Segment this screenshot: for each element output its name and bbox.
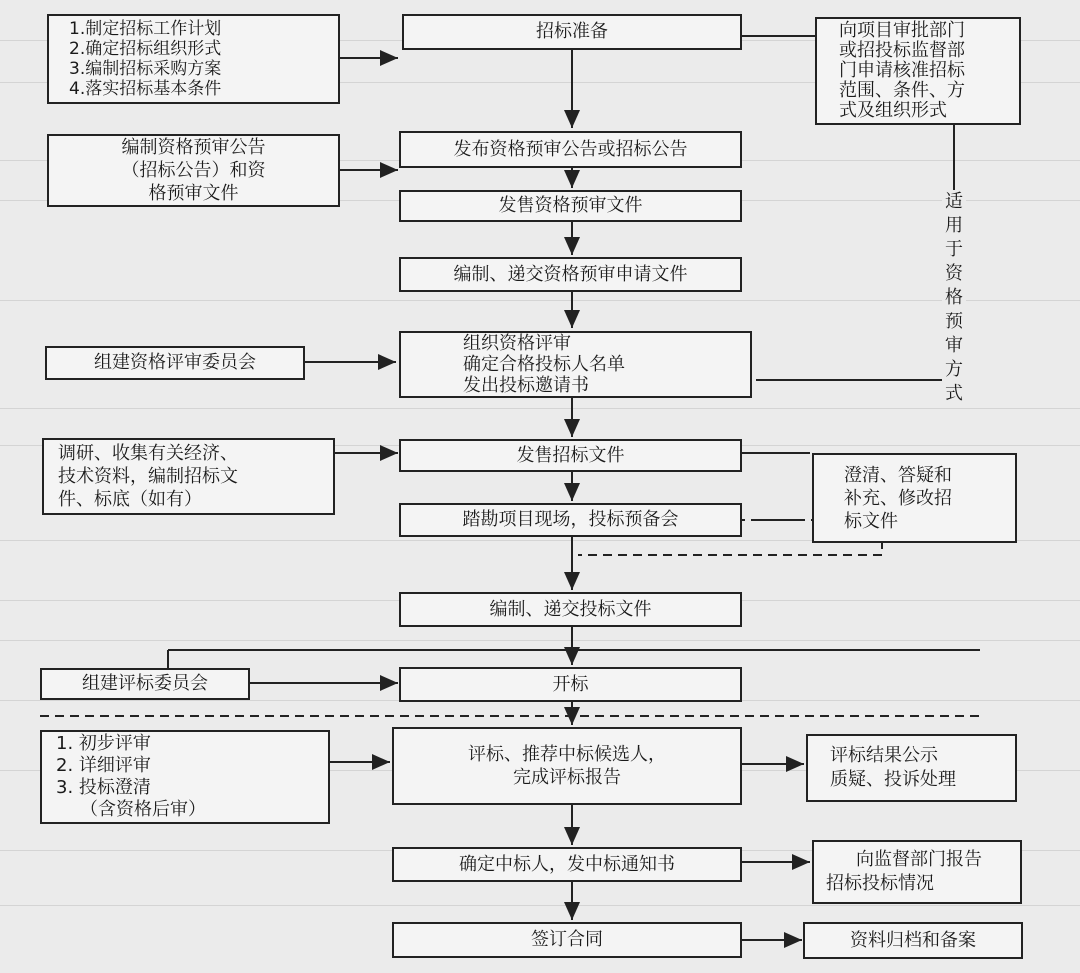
step-prep-label: 招标准备 — [536, 21, 608, 42]
step-sell-tender-label: 发售招标文件 — [516, 444, 625, 466]
step-contract — [392, 922, 742, 958]
eval-committee-box — [40, 668, 250, 700]
approval-line: 门申请核准招标 — [839, 60, 965, 81]
publicity-box — [806, 734, 1017, 802]
step-award-label: 确定中标人，发中标通知书 — [459, 853, 675, 875]
publicity-line: 质疑、投诉处理 — [830, 769, 956, 790]
research-line: 调研、收集有关经济、 — [58, 443, 238, 464]
research-line: 技术资料，编制招标文 — [58, 466, 238, 487]
step-site-visit-label: 踏勘项目现场，投标预备会 — [462, 509, 679, 530]
archive-label: 资料归档和备案 — [850, 929, 976, 951]
clarify-line: 标文件 — [844, 510, 898, 532]
step-publish — [399, 131, 742, 168]
prep-tasks-box — [47, 14, 340, 104]
step-publish-label: 发布资格预审公告或招标公告 — [453, 138, 688, 160]
eval-step: 2. 详细评审 — [56, 755, 151, 776]
step-opening — [399, 667, 742, 702]
step-organize-line: 确定合格投标人名单 — [463, 354, 625, 375]
step-award — [392, 847, 742, 882]
step-prep — [402, 14, 742, 50]
step-organize-line: 组织资格评审 — [463, 333, 571, 354]
step-opening-label: 开标 — [552, 673, 589, 695]
prequal-docs-box — [47, 134, 340, 207]
step-sell-tender — [399, 439, 742, 472]
eval-step: 1. 初步评审 — [56, 733, 151, 754]
research-box — [42, 438, 335, 515]
report-line: 招标投标情况 — [826, 873, 934, 894]
step-evaluation — [392, 727, 742, 805]
step-sell-prequal-label: 发售资格预审文件 — [498, 195, 643, 216]
approval-line: 或招投标监督部 — [839, 40, 965, 61]
step-site-visit — [399, 503, 742, 537]
step-organize — [399, 331, 752, 398]
report-line: 向监督部门报告 — [856, 849, 982, 870]
publicity-line: 评标结果公示 — [830, 745, 938, 766]
research-line: 件、标底（如有） — [58, 489, 202, 510]
approval-line: 向项目审批部门 — [839, 20, 965, 41]
step-submit-bid — [399, 592, 742, 627]
eval-step: （含资格后审） — [80, 799, 206, 820]
prep-task-item: 2.确定招标组织形式 — [69, 39, 222, 59]
step-evaluation-line: 评标、推荐中标候选人， — [468, 744, 666, 765]
clarify-line: 澄清、答疑和 — [844, 464, 952, 486]
archive-box — [803, 922, 1023, 959]
step-submit-prequal — [399, 257, 742, 292]
step-organize-line: 发出投标邀请书 — [463, 375, 589, 396]
approval-box — [815, 17, 1021, 125]
prequal-docs-line: 格预审文件 — [148, 183, 239, 204]
eval-steps-box — [40, 730, 330, 824]
step-contract-label: 签订合同 — [531, 929, 603, 950]
report-box — [812, 840, 1022, 904]
step-submit-prequal-label: 编制、递交资格预审申请文件 — [453, 263, 688, 285]
clarify-line: 补充、修改招 — [844, 487, 952, 509]
clarify-box — [812, 453, 1017, 543]
prequal-docs-line: 编制资格预审公告 — [121, 137, 266, 158]
step-sell-prequal — [399, 190, 742, 222]
prep-task-item: 3.编制招标采购方案 — [69, 59, 222, 79]
prequal-scope-label: 适用于资格预审方式 — [942, 190, 966, 406]
step-submit-bid-label: 编制、递交投标文件 — [489, 598, 652, 620]
eval-committee-label: 组建评标委员会 — [82, 673, 208, 694]
prequal-committee-label: 组建资格评审委员会 — [94, 352, 256, 373]
approval-line: 范围、条件、方 — [839, 80, 965, 101]
prequal-committee-box — [45, 346, 305, 380]
prequal-docs-line: （招标公告）和资 — [121, 160, 266, 181]
step-evaluation-line: 完成评标报告 — [513, 767, 621, 788]
prep-task-item: 4.落实招标基本条件 — [69, 79, 222, 99]
approval-line: 式及组织形式 — [839, 100, 947, 121]
eval-step: 3. 投标澄清 — [56, 777, 151, 798]
prep-task-item: 1.制定招标工作计划 — [69, 19, 222, 39]
